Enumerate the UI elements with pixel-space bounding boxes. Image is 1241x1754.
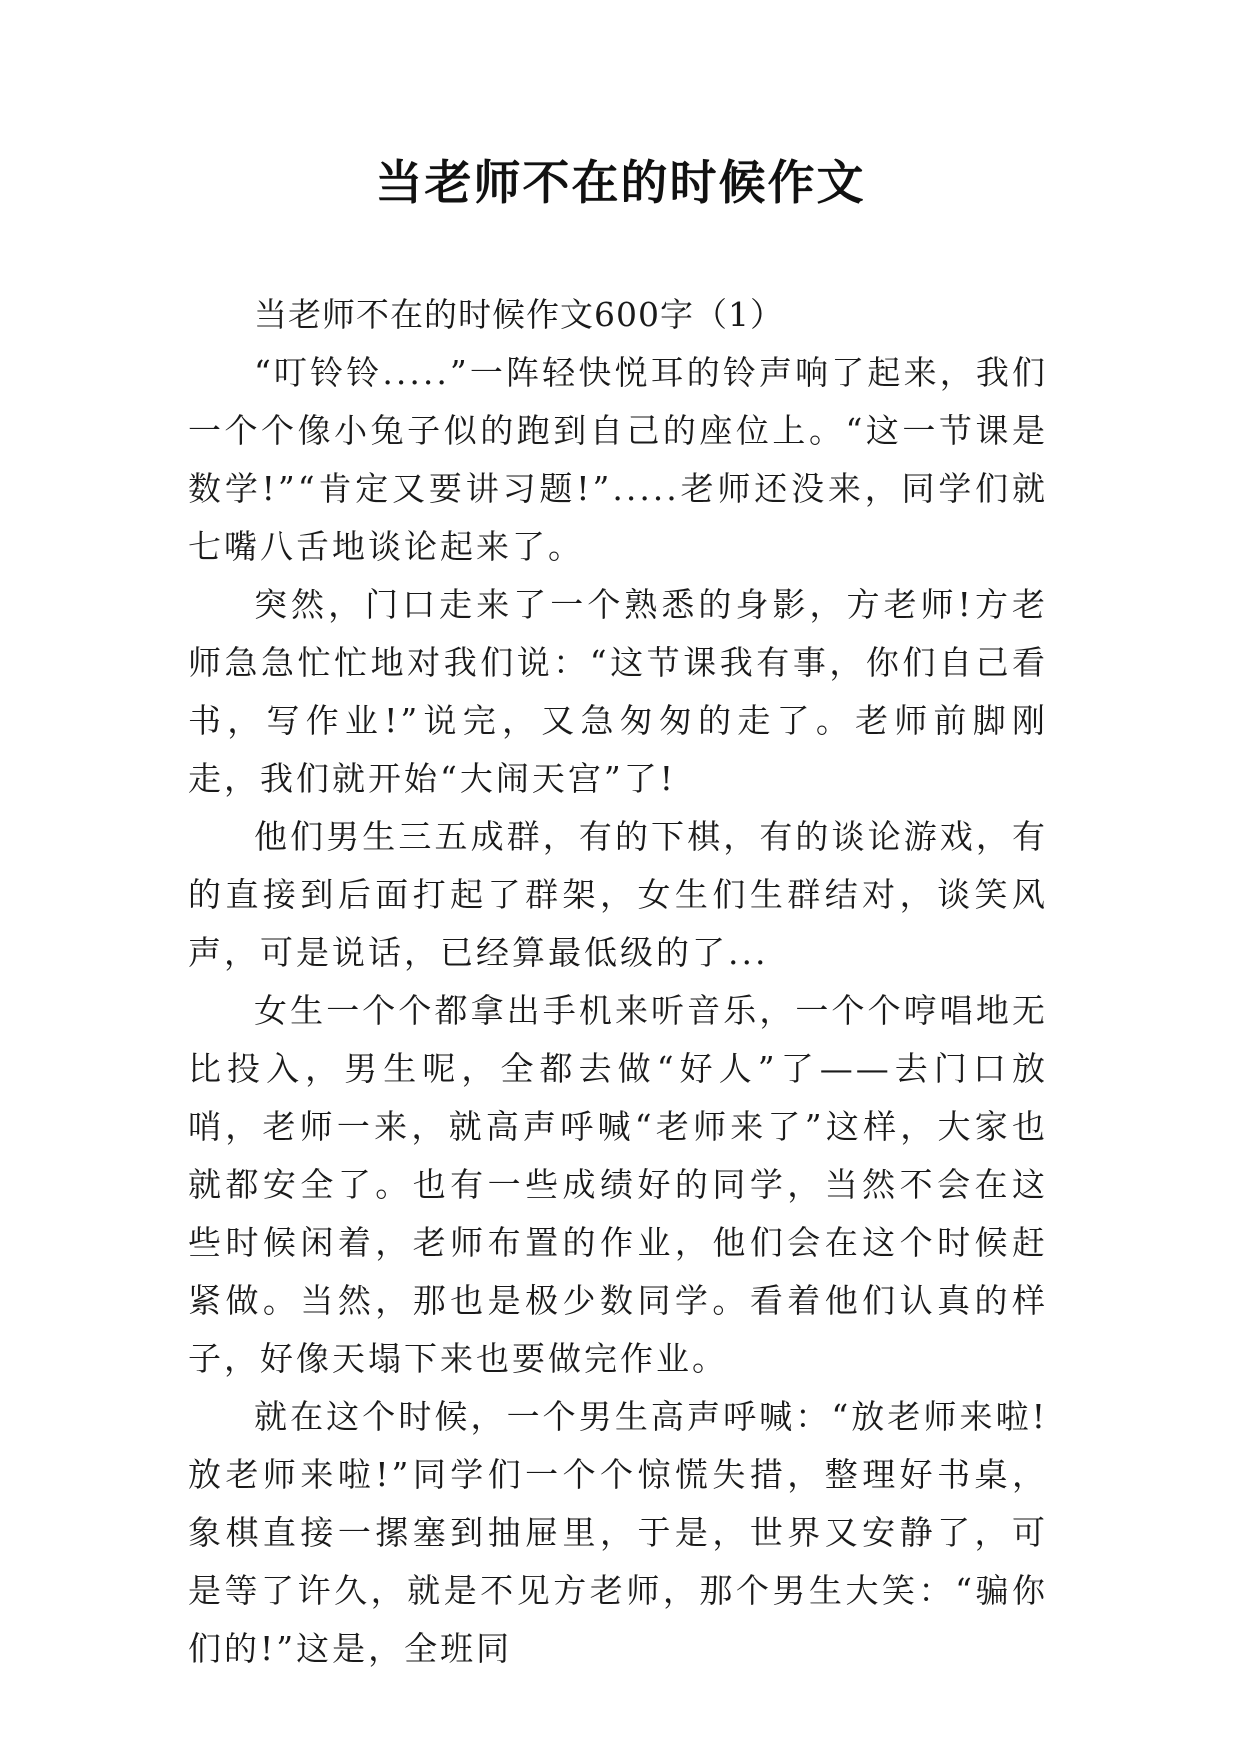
paragraph: 女生一个个都拿出手机来听音乐，一个个哼唱地无比投入，男生呢，全都去做“好人”了——去门口放哨，老师一来，就高声呼喊“老师来了”这样，大家也就都安全了。也有一些成绩好的同学，当然不会在这些时候闲着，老师布置的作业，他们会在这个时候赶紧做。当然，那也是极少数同学。看着他们认真的样子，好像天塌下来也要做完作业。 [188, 991, 1048, 1378]
paragraph: 他们男生三五成群，有的下棋，有的谈论游戏，有的直接到后面打起了群架，女生们生群结对，谈笑风声，可是说话，已经算最低级的了... [188, 817, 1048, 972]
essay-subtitle: 当老师不在的时候作文600字（1） [254, 295, 784, 334]
document-body [188, 286, 1048, 1678]
paragraph: “叮铃铃.....”一阵轻快悦耳的铃声响了起来，我们一个个像小兔子似的跑到自己的座位上。“这一节课是数学!”“肯定又要讲习题!”.....老师还没来，同学们就七嘴八舌地谈论起来了。 [188, 353, 1048, 566]
paragraph: 就在这个时候，一个男生高声呼喊：“放老师来啦!放老师来啦!”同学们一个个惊慌失措，整理好书桌，象棋直接一摞塞到抽屉里，于是，世界又安静了，可是等了许久，就是不见方老师，那个男生大笑：“骗你们的!”这是，全班同 [188, 1397, 1048, 1668]
document-title: 当老师不在的时候作文 [375, 156, 866, 211]
paragraph: 突然，门口走来了一个熟悉的身影，方老师!方老师急急忙忙地对我们说：“这节课我有事，你们自己看书，写作业!”说完，又急匆匆的走了。老师前脚刚走，我们就开始“大闹天宫”了! [188, 585, 1048, 798]
